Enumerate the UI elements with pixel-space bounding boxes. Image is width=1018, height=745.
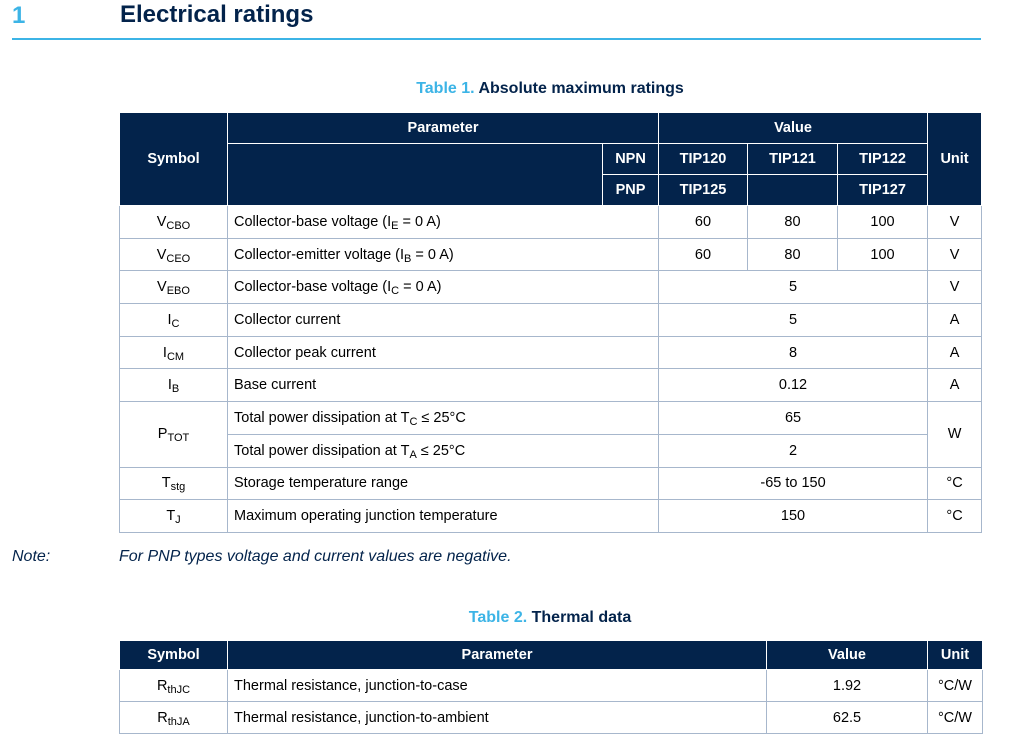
unit-cell: V bbox=[928, 206, 982, 239]
value-cell: 65 bbox=[659, 402, 928, 435]
value-cell: 62.5 bbox=[767, 702, 928, 734]
value-cell: 100 bbox=[838, 206, 928, 239]
table-row bbox=[120, 369, 982, 402]
header-tip125: TIP125 bbox=[659, 175, 748, 206]
table-header-row bbox=[120, 641, 983, 670]
header-parameter: Parameter bbox=[228, 113, 659, 144]
symbol-cell: $V_{CBO}$ bbox=[120, 206, 228, 239]
unit-cell: °C/W bbox=[928, 702, 983, 734]
value-cell: 8 bbox=[659, 336, 928, 369]
header-parameter: Parameter bbox=[228, 641, 767, 670]
header-tip126 bbox=[748, 175, 838, 206]
table-row bbox=[120, 434, 982, 467]
table-row bbox=[120, 467, 982, 500]
value-cell: 1.92 bbox=[767, 670, 928, 702]
unit-cell: A bbox=[928, 336, 982, 369]
value-cell: 150 bbox=[659, 500, 928, 533]
table1-caption-title: Absolute maximum ratings bbox=[478, 80, 684, 97]
header-value: Value bbox=[659, 113, 928, 144]
symbol-cell: $T_J$ bbox=[120, 500, 228, 533]
symbol-cell: $R_{thJC}$ bbox=[120, 670, 228, 702]
unit-cell: A bbox=[928, 369, 982, 402]
parameter-cell: Thermal resistance, junction-to-case bbox=[228, 670, 767, 702]
parameter-cell: Collector-base voltage ($I_E = 0$ A) bbox=[228, 206, 659, 239]
unit-cell: °C bbox=[928, 467, 982, 500]
unit-cell: A bbox=[928, 304, 982, 337]
unit-cell: W bbox=[928, 402, 982, 467]
header-unit: Unit bbox=[928, 113, 982, 206]
symbol-cell: $V_{EBO}$ bbox=[120, 271, 228, 304]
unit-cell: V bbox=[928, 238, 982, 271]
unit-cell: °C/W bbox=[928, 670, 983, 702]
table2-caption bbox=[119, 609, 981, 627]
table1-caption-label: Table 1. bbox=[416, 80, 475, 97]
table-row bbox=[120, 271, 982, 304]
header-symbol: Symbol bbox=[120, 113, 228, 206]
parameter-cell: Storage temperature range bbox=[228, 467, 659, 500]
thermal-data-table bbox=[119, 640, 983, 734]
header-symbol: Symbol bbox=[120, 641, 228, 670]
symbol-cell: $P_{TOT}$ bbox=[120, 402, 228, 467]
note-text: For PNP types voltage and current values are negative. bbox=[119, 548, 512, 565]
table-row bbox=[120, 670, 983, 702]
value-cell: 5 bbox=[659, 304, 928, 337]
section-number: 1 bbox=[12, 2, 26, 29]
symbol-cell: $R_{thJA}$ bbox=[120, 702, 228, 734]
table-row bbox=[120, 206, 982, 239]
note-label: Note: bbox=[12, 548, 51, 565]
table-row bbox=[120, 238, 982, 271]
absolute-max-ratings-table bbox=[119, 112, 982, 533]
value-cell: 5 bbox=[659, 271, 928, 304]
header-tip121: TIP121 bbox=[748, 144, 838, 175]
header-unit: Unit bbox=[928, 641, 983, 670]
table1-caption bbox=[119, 80, 981, 98]
symbol-cell: $V_{CEO}$ bbox=[120, 238, 228, 271]
table-row bbox=[120, 336, 982, 369]
header-pnp: PNP bbox=[603, 175, 659, 206]
header-value: Value bbox=[767, 641, 928, 670]
parameter-cell: Base current bbox=[228, 369, 659, 402]
table-row bbox=[120, 304, 982, 337]
header-tip127: TIP127 bbox=[838, 175, 928, 206]
value-cell: 80 bbox=[748, 238, 838, 271]
header-tip120: TIP120 bbox=[659, 144, 748, 175]
symbol-cell: $I_C$ bbox=[120, 304, 228, 337]
parameter-cell: Collector current bbox=[228, 304, 659, 337]
table-row bbox=[120, 500, 982, 533]
parameter-cell: Collector peak current bbox=[228, 336, 659, 369]
unit-cell: °C bbox=[928, 500, 982, 533]
parameter-cell: Thermal resistance, junction-to-ambient bbox=[228, 702, 767, 734]
parameter-cell: Maximum operating junction temperature bbox=[228, 500, 659, 533]
parameter-cell: Collector-base voltage ($I_C = 0$ A) bbox=[228, 271, 659, 304]
table-row bbox=[120, 702, 983, 734]
table2-caption-title: Thermal data bbox=[531, 609, 632, 626]
parameter-cell: Total power dissipation at $T_A \le 25^\circ C$ bbox=[228, 434, 659, 467]
header-npn: NPN bbox=[603, 144, 659, 175]
header-tip122: TIP122 bbox=[838, 144, 928, 175]
value-cell: 100 bbox=[838, 238, 928, 271]
parameter-cell: Collector-emitter voltage ($I_B = 0$ A) bbox=[228, 238, 659, 271]
header-parameter-blank bbox=[228, 144, 603, 206]
symbol-cell: $I_B$ bbox=[120, 369, 228, 402]
value-cell: -65 to 150 bbox=[659, 467, 928, 500]
section-header bbox=[12, 0, 981, 40]
value-cell: 60 bbox=[659, 206, 748, 239]
symbol-cell: $I_{CM}$ bbox=[120, 336, 228, 369]
value-cell: 80 bbox=[748, 206, 838, 239]
section-title: Electrical ratings bbox=[120, 1, 314, 28]
table-header-row bbox=[120, 113, 982, 144]
parameter-cell: Total power dissipation at $T_C \le 25^\circ C$ bbox=[228, 402, 659, 435]
symbol-cell: $T_{stg}$ bbox=[120, 467, 228, 500]
value-cell: 2 bbox=[659, 434, 928, 467]
unit-cell: V bbox=[928, 271, 982, 304]
value-cell: 60 bbox=[659, 238, 748, 271]
table-row bbox=[120, 402, 982, 435]
table-header-row bbox=[120, 144, 982, 175]
value-cell: 0.12 bbox=[659, 369, 928, 402]
table2-caption-label: Table 2. bbox=[468, 609, 528, 626]
